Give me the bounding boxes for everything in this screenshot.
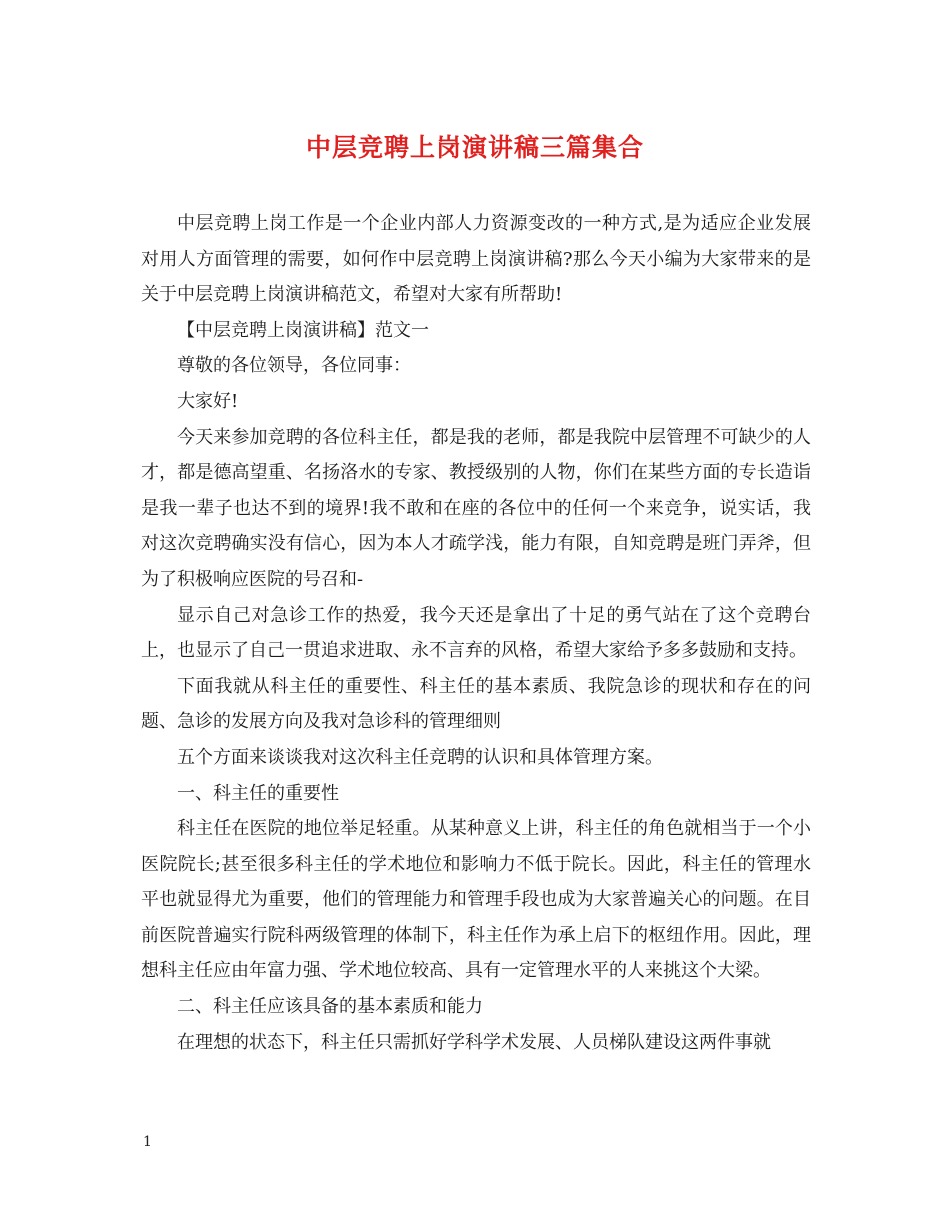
paragraph-body: 显示自己对急诊工作的热爱，我今天还是拿出了十足的勇气站在了这个竞聘台上，也显示了自己一贯追求进取、永不言弃的风格，希望大家给予多多鼓励和支持。	[141, 604, 811, 662]
paragraph-intro: 中层竞聘上岗工作是一个企业内部人力资源变改的一种方式,是为适应企业发展对用人方面管理的需要，如何作中层竞聘上岗演讲稿?那么今天小编为大家带来的是关于中层竞聘上岗演讲稿范文，希望对大家有所帮助!	[141, 213, 811, 306]
paragraph-body: 五个方面来谈谈我对这次科主任竞聘的认识和具体管理方案。	[177, 746, 663, 768]
paragraph-subheading: 二、科主任应该具备的基本素质和能力	[177, 996, 483, 1018]
paragraph-body: 科主任在医院的地位举足轻重。从某种意义上讲，科主任的角色就相当于一个小医院院长;甚至很多科主任的学术地位和影响力不低于院长。因此，科主任的管理水平也就显得尤为重要，他们的管理能力和管理手段也成为大家普遍关心的问题。在目前医院普遍实行院科两级管理的体制下，科主任作为承上启下的枢纽作用。因此，理想科主任应由年富力强、学术地位较高、具有一定管理水平的人来挑这个大梁。	[141, 818, 811, 982]
document-body	[141, 206, 811, 1060]
paragraph-body: 下面我就从科主任的重要性、科主任的基本素质、我院急诊的现状和存在的问题、急诊的发展方向及我对急诊科的管理细则	[141, 675, 811, 733]
paragraph-subheading: 一、科主任的重要性	[177, 782, 339, 804]
paragraph-section-heading: 【中层竞聘上岗演讲稿】范文一	[177, 319, 429, 341]
document-title: 中层竞聘上岗演讲稿三篇集合	[305, 133, 644, 162]
paragraph-body: 在理想的状态下，科主任只需抓好学科学术发展、人员梯队建设这两件事就	[177, 1031, 771, 1053]
page-number: 1	[143, 1134, 152, 1150]
paragraph-greeting: 大家好!	[177, 390, 239, 412]
paragraph-salutation: 尊敬的各位领导，各位同事：	[177, 355, 411, 377]
paragraph-body: 今天来参加竞聘的各位科主任，都是我的老师，都是我院中层管理不可缺少的人才，都是德高望重、名扬洛水的专家、教授级别的人物，你们在某些方面的专长造诣是我一辈子也达不到的境界!我不敢和在座的各位中的任何一个来竞争，说实话，我对这次竞聘确实没有信心，因为本人才疏学浅，能力有限，自知竞聘是班门弄斧，但为了积极响应医院的号召和-	[141, 426, 811, 590]
